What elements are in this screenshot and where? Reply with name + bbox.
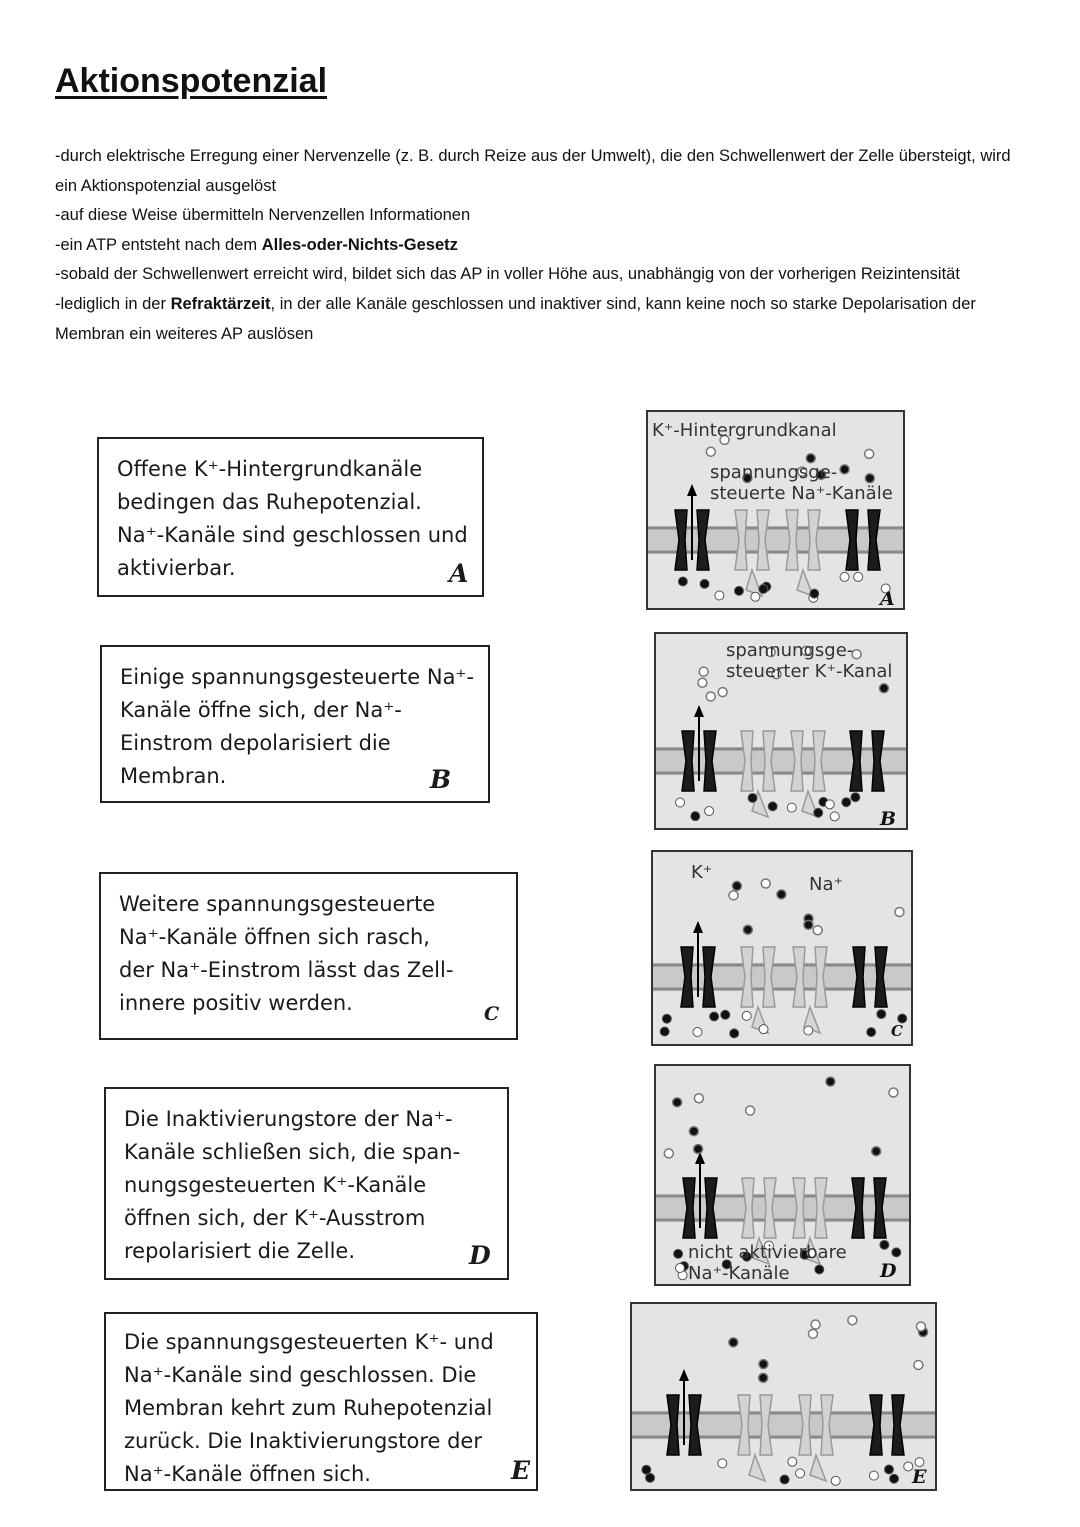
ion-icon bbox=[662, 1014, 671, 1023]
ion-icon bbox=[788, 1457, 797, 1466]
ion-icon bbox=[689, 1127, 698, 1136]
ion-icon bbox=[691, 812, 700, 821]
ion-icon bbox=[710, 1012, 719, 1021]
ion-icon bbox=[877, 1010, 886, 1019]
stage-text-line: nungsgesteuerten K⁺-Kanäle bbox=[124, 1173, 427, 1197]
intro-line: -auf diese Weise übermitteln Nervenzellen Informationen bbox=[55, 206, 471, 225]
ion-icon bbox=[814, 808, 823, 817]
ion-icon bbox=[780, 1475, 789, 1484]
ion-icon bbox=[810, 589, 819, 598]
ion-icon bbox=[811, 1320, 820, 1329]
ion-icon bbox=[734, 586, 743, 595]
ion-icon bbox=[768, 802, 777, 811]
ion-icon bbox=[759, 1025, 768, 1034]
stage-letter: B bbox=[430, 765, 452, 794]
ion-icon bbox=[705, 807, 714, 816]
stage-text-line: aktivierbar. bbox=[117, 556, 236, 580]
stage-text-line: Kanäle schließen sich, die span- bbox=[124, 1140, 461, 1164]
stage-box-a bbox=[97, 437, 484, 597]
ion-icon bbox=[706, 692, 715, 701]
ion-icon bbox=[889, 1088, 898, 1097]
figure-letter: D bbox=[880, 1260, 897, 1282]
stage-text-line: Kanäle öffne sich, der Na⁺- bbox=[120, 698, 402, 722]
intro-line: -ein ATP entsteht nach dem Alles-oder-Nichts-Gesetz bbox=[55, 235, 458, 254]
ion-icon bbox=[721, 1010, 730, 1019]
stage-text-line: bedingen das Ruhepotenzial. bbox=[117, 490, 422, 514]
membrane-diagram bbox=[632, 1304, 937, 1491]
figure-letter: B bbox=[880, 808, 897, 830]
ion-icon bbox=[854, 572, 863, 581]
arrow-up-icon bbox=[694, 705, 704, 717]
stage-text-line: Einstrom depolarisiert die bbox=[120, 731, 391, 755]
stage-text-line: Die Inaktivierungstore der Na⁺- bbox=[124, 1107, 453, 1131]
ion-icon bbox=[884, 1465, 893, 1474]
ion-icon bbox=[759, 1373, 768, 1382]
stage-text-line: Na⁺-Kanäle öffnen sich rasch, bbox=[119, 925, 430, 949]
ion-icon bbox=[759, 1360, 768, 1369]
arrow-up-icon bbox=[687, 484, 697, 496]
ion-icon bbox=[804, 1026, 813, 1035]
ion-icon bbox=[729, 891, 738, 900]
figure-label: K⁺-Hintergrundkanal bbox=[652, 420, 837, 441]
ion-icon bbox=[852, 650, 861, 659]
membrane-layer bbox=[648, 526, 905, 554]
ion-icon bbox=[746, 1106, 755, 1115]
intro-line: -sobald der Schwellenwert erreicht wird, bildet sich das AP in voller Höhe aus, unabhängig von der vorherigen Reizintensität bbox=[55, 265, 960, 284]
figure-c bbox=[651, 850, 913, 1046]
ion-icon bbox=[848, 1316, 857, 1325]
figure-letter: E bbox=[912, 1466, 927, 1488]
stage-text-line: Die spannungsgesteuerten K⁺- und bbox=[124, 1330, 494, 1354]
intro-line: -lediglich in der Refraktärzeit, in der alle Kanäle geschlossen und inaktiver sind, kann keine noch so starke Depolarisation der Membran ein weiteres AP auslösen bbox=[55, 294, 976, 343]
ion-icon bbox=[869, 1471, 878, 1480]
ion-icon bbox=[742, 1011, 751, 1020]
ion-icon bbox=[851, 793, 860, 802]
ion-icon bbox=[872, 1147, 881, 1156]
ion-icon bbox=[867, 1028, 876, 1037]
stage-box-c bbox=[99, 872, 518, 1040]
ion-icon bbox=[840, 572, 849, 581]
intro-text bbox=[55, 142, 1035, 349]
ion-icon bbox=[694, 1144, 703, 1153]
stage-text-line: Na⁺-Kanäle öffnen sich. bbox=[124, 1462, 371, 1486]
membrane-diagram bbox=[648, 412, 905, 610]
stage-text-line: Na⁺-Kanäle sind geschlossen und bbox=[117, 523, 468, 547]
stage-letter: C bbox=[484, 1003, 500, 1025]
ion-icon bbox=[676, 798, 685, 807]
ion-icon bbox=[732, 881, 741, 890]
ion-icon bbox=[673, 1098, 682, 1107]
figure-label: steuerte Na⁺-Kanäle bbox=[710, 483, 893, 504]
ion-icon bbox=[815, 1265, 824, 1274]
ion-icon bbox=[895, 908, 904, 917]
ion-icon bbox=[660, 1027, 669, 1036]
ion-icon bbox=[748, 793, 757, 802]
arrow-up-icon bbox=[693, 921, 703, 933]
ion-icon bbox=[678, 577, 687, 586]
ion-icon bbox=[664, 1149, 673, 1158]
ion-icon bbox=[730, 1029, 739, 1038]
ion-icon bbox=[761, 879, 770, 888]
ion-icon bbox=[826, 1077, 835, 1086]
ion-icon bbox=[879, 684, 888, 693]
stage-text-line: repolarisiert die Zelle. bbox=[124, 1239, 356, 1263]
ion-icon bbox=[825, 800, 834, 809]
ion-icon bbox=[693, 1028, 702, 1037]
figure-a bbox=[646, 410, 905, 610]
ion-icon bbox=[916, 1322, 925, 1331]
ion-icon bbox=[865, 449, 874, 458]
ion-icon bbox=[840, 465, 849, 474]
arrow-up-icon bbox=[679, 1369, 689, 1381]
ion-icon bbox=[796, 1469, 805, 1478]
stage-text-line: Na⁺-Kanäle sind geschlossen. Die bbox=[124, 1363, 477, 1387]
stage-text-line: der Na⁺-Einstrom lässt das Zell- bbox=[119, 958, 454, 982]
stage-text-line: Einige spannungsgesteuerte Na⁺- bbox=[120, 665, 475, 689]
stage-text-line: zurück. Die Inaktivierungstore der bbox=[124, 1429, 482, 1453]
ion-icon bbox=[729, 1338, 738, 1347]
figure-label: Na⁺ bbox=[809, 874, 843, 895]
stage-text-line: Offene K⁺-Hintergrundkanäle bbox=[117, 457, 423, 481]
figure-label: spannungsge- bbox=[726, 640, 854, 661]
ion-icon bbox=[759, 584, 768, 593]
bold-term: Alles-oder-Nichts-Gesetz bbox=[261, 235, 458, 254]
figure-e bbox=[630, 1302, 937, 1491]
ion-icon bbox=[890, 1474, 899, 1483]
ion-icon bbox=[706, 447, 715, 456]
stage-text-line: öffnen sich, der K⁺-Ausstrom bbox=[124, 1206, 426, 1230]
ion-icon bbox=[743, 925, 752, 934]
ion-icon bbox=[699, 667, 708, 676]
membrane-layer bbox=[656, 747, 908, 775]
stage-text-line: innere positiv werden. bbox=[119, 991, 353, 1015]
ion-icon bbox=[715, 591, 724, 600]
stage-letter: D bbox=[469, 1241, 491, 1270]
ion-icon bbox=[777, 890, 786, 899]
figure-label: Na⁺-Kanäle bbox=[688, 1263, 790, 1284]
ion-icon bbox=[804, 920, 813, 929]
ion-icon bbox=[830, 812, 839, 821]
ion-icon bbox=[831, 1476, 840, 1485]
figure-label: K⁺ bbox=[691, 862, 713, 883]
ion-icon bbox=[642, 1465, 651, 1474]
figure-label: nicht aktivierbare bbox=[688, 1242, 847, 1263]
figure-letter: A bbox=[880, 588, 895, 610]
ion-icon bbox=[694, 1094, 703, 1103]
figure-d bbox=[654, 1064, 911, 1286]
ion-icon bbox=[698, 678, 707, 687]
ion-icon bbox=[880, 1240, 889, 1249]
stage-letter: E bbox=[511, 1456, 531, 1485]
figure-b bbox=[654, 632, 908, 830]
intro-line: -durch elektrische Erregung einer Nervenzelle (z. B. durch Reize aus der Umwelt), die den Schwellenwert der Zelle übersteigt, wird ein Aktionspotenzial ausgelöst bbox=[55, 147, 1011, 195]
stage-text-line: Membran. bbox=[120, 764, 227, 788]
ion-icon bbox=[813, 926, 822, 935]
figure-letter: C bbox=[891, 1022, 903, 1040]
page-title: Aktionspotenzial bbox=[55, 62, 328, 100]
ion-icon bbox=[718, 1459, 727, 1468]
ion-icon bbox=[787, 803, 796, 812]
stage-text-line: Membran kehrt zum Ruhepotenzial bbox=[124, 1396, 493, 1420]
ion-icon bbox=[646, 1473, 655, 1482]
ion-icon bbox=[751, 592, 760, 601]
ion-icon bbox=[892, 1248, 901, 1257]
ion-icon bbox=[914, 1360, 923, 1369]
stage-box-d bbox=[104, 1087, 509, 1280]
bold-term: Refraktärzeit bbox=[170, 294, 271, 313]
ion-icon bbox=[675, 1264, 684, 1273]
stage-letter: A bbox=[449, 559, 469, 588]
inactivation-gate-icon bbox=[810, 1455, 826, 1481]
ion-icon bbox=[842, 798, 851, 807]
ion-icon bbox=[808, 1329, 817, 1338]
stage-box-e bbox=[104, 1312, 538, 1491]
ion-icon bbox=[718, 688, 727, 697]
stage-box-b bbox=[100, 645, 490, 803]
ion-icon bbox=[865, 474, 874, 483]
figure-label: steuerter K⁺-Kanal bbox=[726, 661, 893, 682]
ion-icon bbox=[700, 579, 709, 588]
ion-icon bbox=[674, 1249, 683, 1258]
inactivation-gate-icon bbox=[749, 1455, 765, 1481]
figure-label: spannungsge- bbox=[710, 462, 838, 483]
stage-text-line: Weitere spannungsgesteuerte bbox=[119, 892, 436, 916]
